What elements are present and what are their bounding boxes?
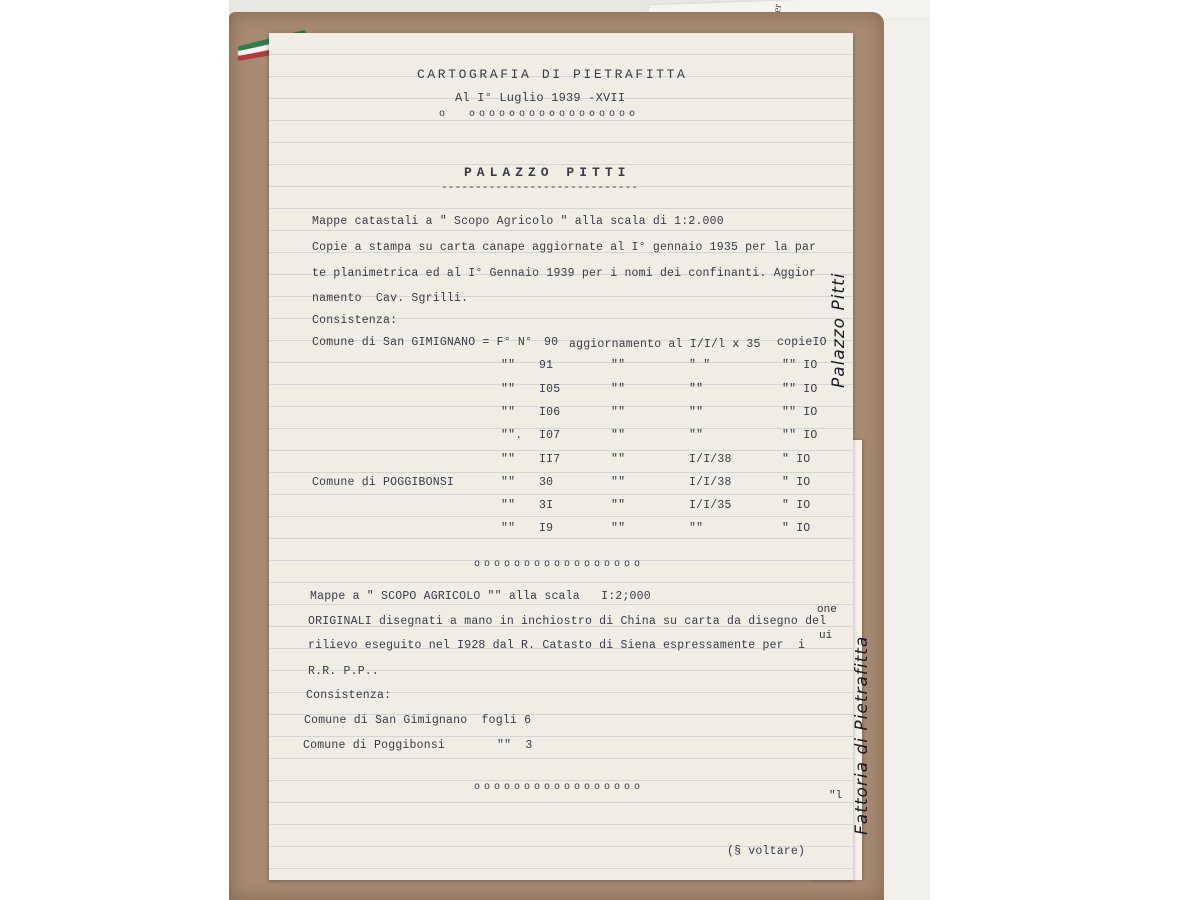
row-agg: "" [689,383,704,396]
row-copie: copieIO [777,336,827,349]
flap-edge-text-2: ui [819,630,833,642]
footer-note: (§ voltare) [727,845,806,858]
heading-underline: ----------------------------- [441,182,639,194]
text-line: Comune di Poggibonsi [303,739,446,752]
row-ditto2: "" [611,359,626,372]
photo-background [229,0,930,900]
text-line: namento Cav. Sgrilli. [312,292,469,305]
row-ditto2: "" [611,499,626,512]
text-line: ORIGINALI disegnati a mano in inchiostro di China su carta da disegno del [308,615,827,628]
row-copie: "" IO [782,359,818,372]
row-ditto2: "" [611,383,626,396]
row-foglio: 91 [539,359,554,372]
row-foglio: II7 [539,453,561,466]
text-line: Mappe a " SCOPO AGRICOLO "" alla scala I:2;000 [310,590,651,603]
typed-page [269,33,853,880]
row-agg: aggiornamento al I/I/l ⅹ 35 [569,338,761,351]
row-ditto2: "" [611,429,626,442]
row-comune: Comune di POGGIBONSI [312,476,455,489]
row-foglio: I9 [539,522,554,535]
row-copie: "" IO [782,383,818,396]
text-line: "" 3 [497,739,533,752]
flap-edge-text: one [817,604,837,616]
date-line: Al I° Luglio 1939 -XVII [455,91,626,105]
row-foglio: I05 [539,383,561,396]
row-foglio: I07 [539,429,561,442]
row-ditto2: "" [611,453,626,466]
row-ditto2: "" [611,476,626,489]
page-title: CARTOGRAFIA DI PIETRAFITTA [417,67,688,82]
row-agg: "" [689,522,704,535]
row-ditto: "" [501,499,516,512]
row-agg: I/I/38 [689,476,732,489]
row-agg: I/I/38 [689,453,732,466]
row-ditto: "" [501,383,516,396]
row-copie: " IO [782,522,811,535]
background-sheet-right [879,20,930,900]
row-ditto: "" [501,453,516,466]
row-copie: "" IO [782,429,818,442]
text-line: rilievo eseguito nel I928 dal R. Catasto di Siena espressamente per i [308,639,806,652]
row-ditto: "" [501,406,516,419]
row-ditto2: "" [611,522,626,535]
row-agg: I/I/35 [689,499,732,512]
text-line: Copie a stampa su carta canape aggiornate al I° gennaio 1935 per la par [312,241,817,254]
row-agg: "" [689,406,704,419]
row-comune: Comune di San GIMIGNANO = F° N° [312,336,533,349]
row-copie: "" IO [782,406,818,419]
row-foglio: I06 [539,406,561,419]
row-foglio: 30 [539,476,554,489]
handwritten-label-upper: Palazzo Pitti [829,272,849,388]
text-line: Comune di San Gimignano fogli 6 [304,714,532,727]
row-agg: "" [689,429,704,442]
section-heading: PALAZZO PITTI [464,165,631,180]
text-line: Mappe catastali a " Scopo Agricolo " alla scala di 1:2.000 [312,215,724,228]
row-copie: " IO [782,453,811,466]
handwritten-label-lower: Fattoria di Pietrafitta [852,635,872,835]
dots-divider: o ooooooooooooooooo [439,109,640,120]
row-foglio: 90 [544,336,559,349]
row-foglio: 3I [539,499,554,512]
row-ditto: "" [501,359,516,372]
text-line: R.R. P.P.. [308,665,380,678]
dots-divider-2: ooooooooooooooooo [474,559,645,570]
text-line: Consistenza: [312,314,398,327]
row-ditto: "". [501,429,523,442]
row-copie: " IO [782,499,811,512]
text-line: te planimetrica ed al I° Gennaio 1939 per i nomi dei confinanti. Aggior [312,267,817,280]
row-ditto2: "" [611,406,626,419]
dots-divider-3: ooooooooooooooooo [474,782,645,793]
row-ditto: "" [501,476,516,489]
row-copie: " IO [782,476,811,489]
row-agg: " " [689,359,711,372]
row-ditto: "" [501,522,516,535]
text-line: Consistenza: [306,689,392,702]
flap-edge-text-3: "l [829,790,843,802]
